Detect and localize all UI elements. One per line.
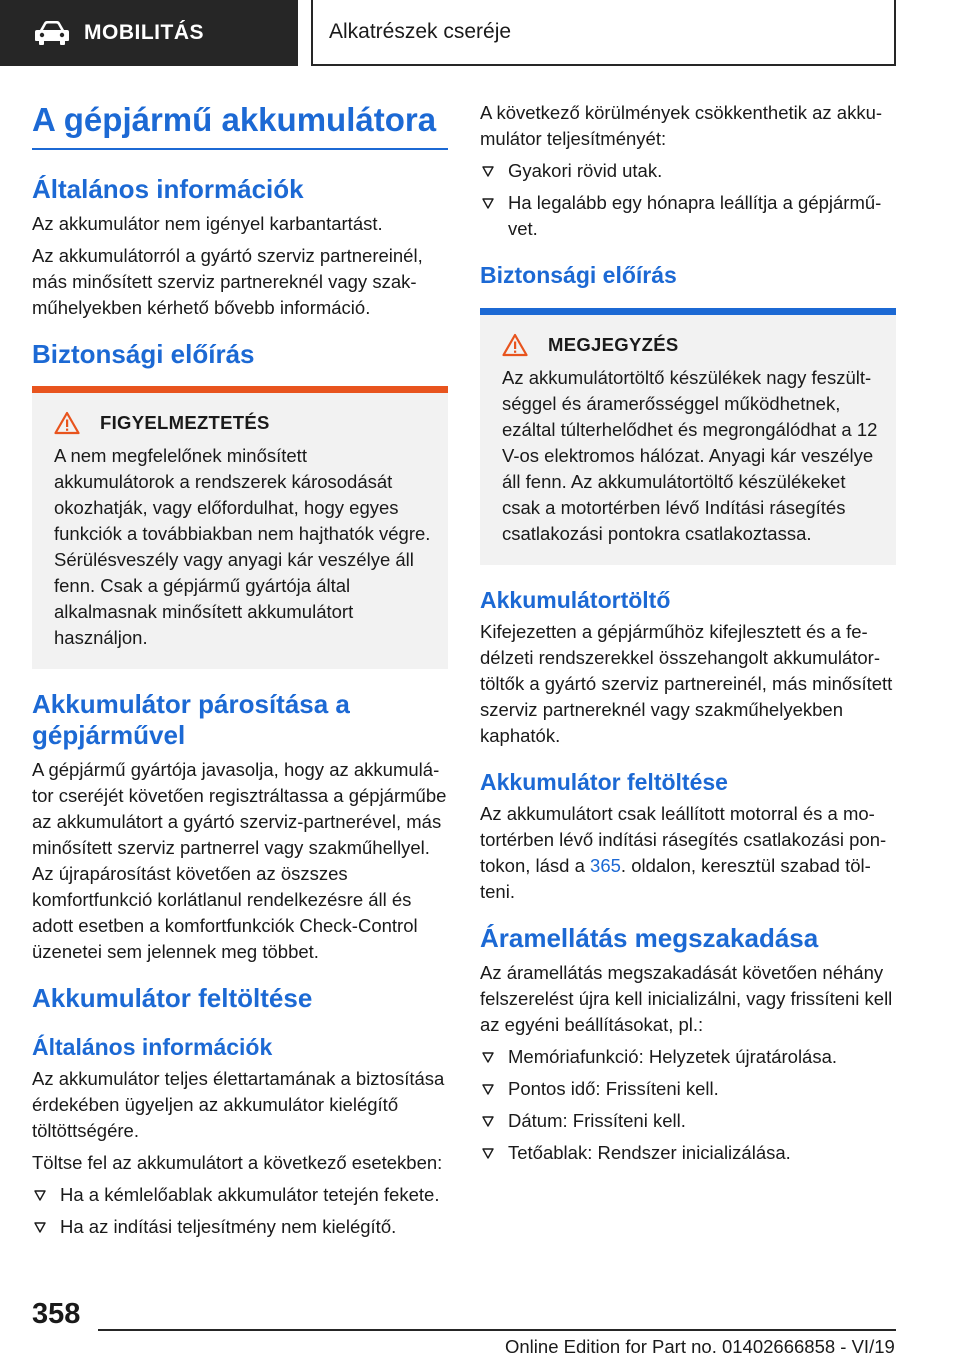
page-header: [0, 0, 960, 66]
warning-triangle-icon: [502, 333, 528, 357]
general-paragraph-2: Az akkumulátorról a gyártó szerviz partnereinél, más minősített szerviz partnereknél vagy szakműhelyekben kérhető bővebb információ.: [32, 245, 423, 318]
charging-heading: Akkumulátor feltöltése: [32, 983, 313, 1013]
power-text: Az áramellátás megszakadását követően néhány felszerelést újra kell inicializálni, vagy frissíteni kell az egyéni beállításokat, pl.:: [480, 962, 893, 1035]
triangle-bullet-icon: [482, 1116, 494, 1127]
footer-divider: [98, 1329, 896, 1331]
charging-paragraph-1: Az akkumulátor teljes élettartamának a biztosítása érdekében ügyeljen az akkumulátor kielégítő töltöttségére.: [32, 1068, 445, 1141]
triangle-bullet-icon: [482, 1084, 494, 1095]
charging-paragraph-2: Töltse fel az akkumulátort a következő esetekben:: [32, 1152, 443, 1173]
general-heading: Általános információk: [32, 174, 304, 204]
intro-text: A következő körülmények csökkenthetik az akkumulátor teljesítményét:: [480, 102, 883, 149]
power-heading: Áramellátás megszakadása: [480, 923, 819, 953]
triangle-bullet-icon: [34, 1190, 46, 1201]
edition-text: Online Edition for Part no. 01402666858 - VI/19: [505, 1336, 895, 1357]
list-item-text: Pontos idő: Frissíteni kell.: [508, 1078, 719, 1099]
general-paragraph-1: Az akkumulátor nem igényel karbantartást.: [32, 213, 383, 234]
warning-box: [32, 386, 448, 669]
triangle-bullet-icon: [482, 1052, 494, 1063]
warning-text: A nem megfelelőnek minősített akkumulátorok a rendszerek károsodását okozhatják, vagy előfordulhat, hogy egyes funkciók a továbbiakban nem hajthatók végre. Sérülésveszély vagy anyagi kár veszélye áll fenn. Csak a gépjármű gyártója által alkalmasnak minősített akkumulátort használjon.: [54, 445, 431, 648]
triangle-bullet-icon: [482, 166, 494, 177]
charging-text-before: Az akkumulátort csak leállított motorral és a motortérben lévő indítási rásegítés csatlakozási pontokon, lásd a: [480, 803, 887, 876]
chapter-tab: [311, 0, 896, 66]
charger-text: Kifejezetten a gépjárműhöz kifejlesztett és a fedélzeti rendszerekkel összehangolt akkumulátortöltők a gyártó szerviz partnereinél, más minősített szerviz partnereknél vagy szakműhelyekben kaphatók.: [480, 621, 893, 746]
triangle-bullet-icon: [482, 198, 494, 209]
note-text: Az akkumulátortöltő készülékek nagy feszültséggel és áramerősséggel működhetnek, ezáltal túlterhelődhet és megrongálódhat a 12 V-os elektromos hálózat. Anyagi kár veszélye áll fenn. Az akkumulátortöltő készülékeket csak a motortérben lévő Indítási rásegítés csatlakozási pontokra csatlakoztassa.: [502, 367, 878, 544]
left-column: [32, 100, 448, 1246]
right-column: [480, 100, 896, 1172]
section-label: MOBILITÁS: [84, 21, 204, 44]
note-box: [480, 308, 896, 565]
list-item: [480, 1044, 896, 1070]
list-item-text: Gyakori rövid utak.: [508, 160, 663, 181]
pairing-text: A gépjármű gyártója javasolja, hogy az akkumulátor cseréjét követően regisztráltassa a gépjárműbe az akkumulátort a gyártó szerviz-partnerével, más minősített szerviz partnerrel vagy szakműhellyel. Az újrapárosítást követően az öszszes komfortfunkció korlátlanul rendelkezésre áll és adott esetben a komfortfunkciók Check-Control üzenetei sem jelennek meg többet.: [32, 759, 447, 962]
list-item-text: Ha az indítási teljesítmény nem kielégítő.: [60, 1216, 397, 1237]
note-label: MEGJEGYZÉS: [548, 334, 679, 355]
triangle-bullet-icon: [34, 1222, 46, 1233]
list-item: [480, 158, 896, 184]
list-item-text: Memóriafunkció: Helyzetek újratárolása.: [508, 1046, 838, 1067]
page-number: 358: [32, 1298, 81, 1330]
list-item: [480, 1108, 896, 1134]
pairing-heading: Akkumulátor párosítása a gépjárművel: [32, 689, 350, 750]
charging-text: [480, 801, 896, 905]
safety-heading-right: Biztonsági előírás: [480, 262, 677, 288]
chapter-label: Alkatrészek cseréje: [329, 20, 512, 43]
list-item: [32, 1214, 448, 1240]
charging-text-after: . oldalon, keresztül szabad tölteni.: [480, 855, 871, 902]
section-tab[interactable]: [0, 0, 298, 66]
list-item: [32, 1182, 448, 1208]
list-item: [480, 190, 896, 242]
list-item: [480, 1140, 896, 1166]
list-item: [480, 1076, 896, 1102]
charging-list: [32, 1182, 448, 1240]
warning-triangle-icon: [54, 411, 80, 435]
charging-general-heading: Általános információk: [32, 1034, 273, 1060]
triangle-bullet-icon: [482, 1148, 494, 1159]
list-item-text: Ha legalább egy hónapra leállítja a gépjárművet.: [508, 192, 882, 239]
page-link-365[interactable]: 365: [590, 855, 621, 876]
list-item-text: Dátum: Frissíteni kell.: [508, 1110, 686, 1131]
charger-heading: Akkumulátortöltő: [480, 587, 671, 613]
page-title: A gépjármű akkumulátora: [32, 100, 448, 150]
intro-list: [480, 158, 896, 242]
list-item-text: Tetőablak: Rendszer inicializálása.: [508, 1142, 791, 1163]
safety-heading: Biztonsági előírás: [32, 339, 255, 369]
warning-label: FIGYELMEZTETÉS: [100, 412, 270, 433]
charging-heading-right: Akkumulátor feltöltése: [480, 769, 728, 795]
list-item-text: Ha a kémlelőablak akkumulátor tetején fekete.: [60, 1184, 440, 1205]
power-list: [480, 1044, 896, 1166]
car-icon: [34, 20, 70, 46]
